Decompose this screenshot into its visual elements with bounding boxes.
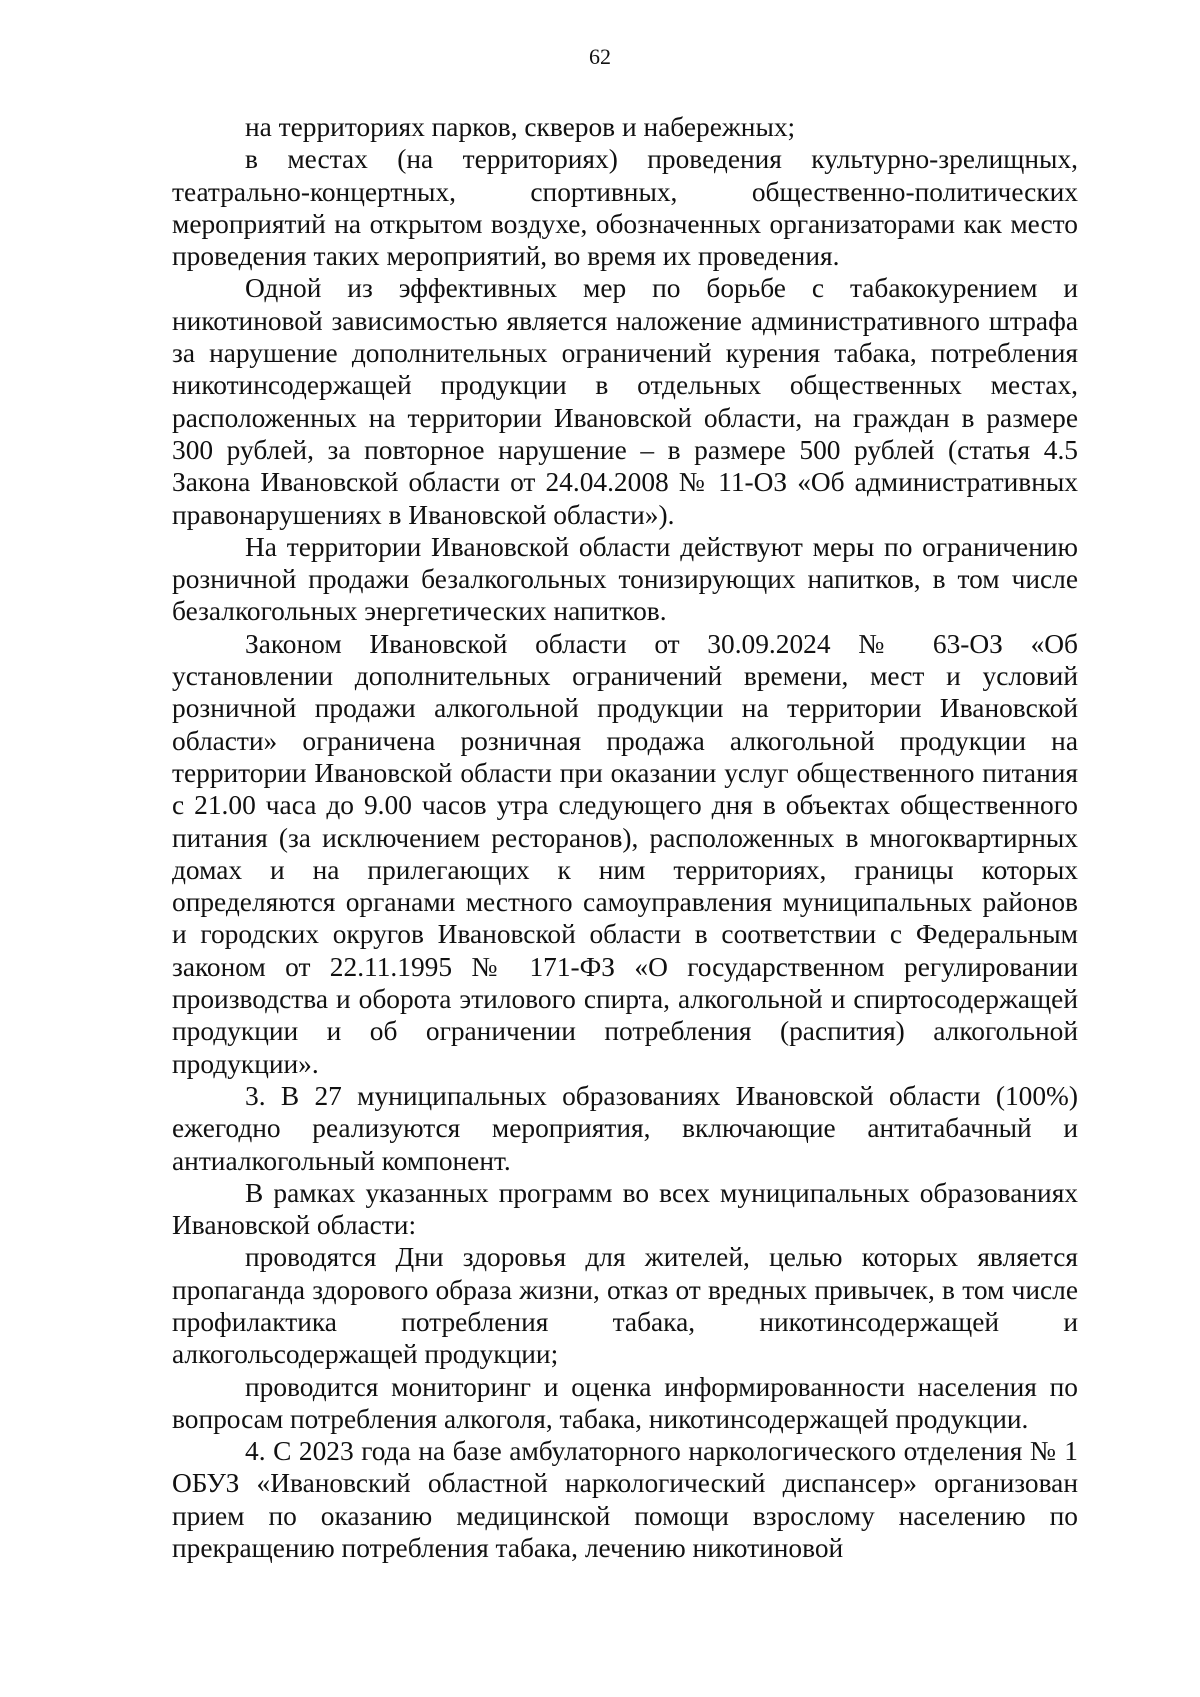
paragraph-energy-drinks: На территории Ивановской области действуют меры по ограничению розничной продажи безалкогольных тонизирующих напитков, в том числе безалкогольных энергетических напитков. xyxy=(172,531,1078,627)
paragraph-monitoring: проводится мониторинг и оценка информированности населения по вопросам потребления алкоголя, табака, никотинсодержащей продукции. xyxy=(172,1371,1078,1434)
paragraph-municipal-programs: 3. В 27 муниципальных образованиях Ивановской области (100%) ежегодно реализуются мероприятия, включающие антитабачный и антиалкогольный компонент. xyxy=(172,1080,1078,1176)
paragraph-narcology-dispensary: 4. С 2023 года на базе амбулаторного наркологического отделения № 1 ОБУЗ «Ивановский областной наркологический диспансер» организован прием по оказанию медицинской помощи взрослому населению по прекращению потребления табака, лечению никотиновой xyxy=(172,1436,1078,1564)
body-text xyxy=(172,111,1078,1564)
paragraph-health-days: проводятся Дни здоровья для жителей, целью которых является пропаганда здорового образа жизни, отказ от вредных привычек, в том числе профилактика потребления табака, никотинсодержащей и алкогольсодержащей продукции; xyxy=(172,1242,1078,1370)
paragraph-administrative-fine: Одной из эффективных мер по борьбе с табакокурением и никотиновой зависимостью является наложение административного штрафа за нарушение дополнительных ограничений курения табака, потребления никотинсодержащей продукции в отдельных общественных местах, расположенных на территории Ивановской области, на граждан в размере 300 рублей, за повторное нарушение – в размере 500 рублей (статья 4.5 Закона Ивановской области от 24.04.2008 № 11-ОЗ «Об административных правонарушениях в Ивановской области»). xyxy=(172,273,1078,530)
paragraph-alcohol-law: Законом Ивановской области от 30.09.2024 № 63-ОЗ «Об установлении дополнительных ограничений времени, мест и условий розничной продажи алкогольной продукции на территории Ивановской области» ограничена розничная продажа алкогольной продукции на территории Ивановской области при оказании услуг общественного питания с 21.00 часа до 9.00 часов утра следующего дня в объектах общественного питания (за исключением ресторанов), расположенных в многоквартирных домах и на прилегающих к ним территориях, границы которых определяются органами местного самоуправления муниципальных районов и городских округов Ивановской области в соответствии с Федеральным законом от 22.11.1995 № 171-ФЗ «О государственном регулировании производства и оборота этилового спирта, алкогольной и спиртосодержащей продукции и об ограничении потребления (распития) алкогольной продукции». xyxy=(172,628,1078,1079)
paragraph-program-framework: В рамках указанных программ во всех муниципальных образованиях Ивановской области: xyxy=(172,1177,1078,1241)
paragraph-cultural-events: в местах (на территориях) проведения культурно-зрелищных, театрально-концертных, спортивных, общественно-политических мероприятий на открытом воздухе, обозначенных организаторами как место проведения таких мероприятий, во время их проведения. xyxy=(172,144,1078,272)
page-number: 62 xyxy=(589,44,611,69)
paragraph-parks: на территориях парков, скверов и набережных; xyxy=(245,112,796,142)
